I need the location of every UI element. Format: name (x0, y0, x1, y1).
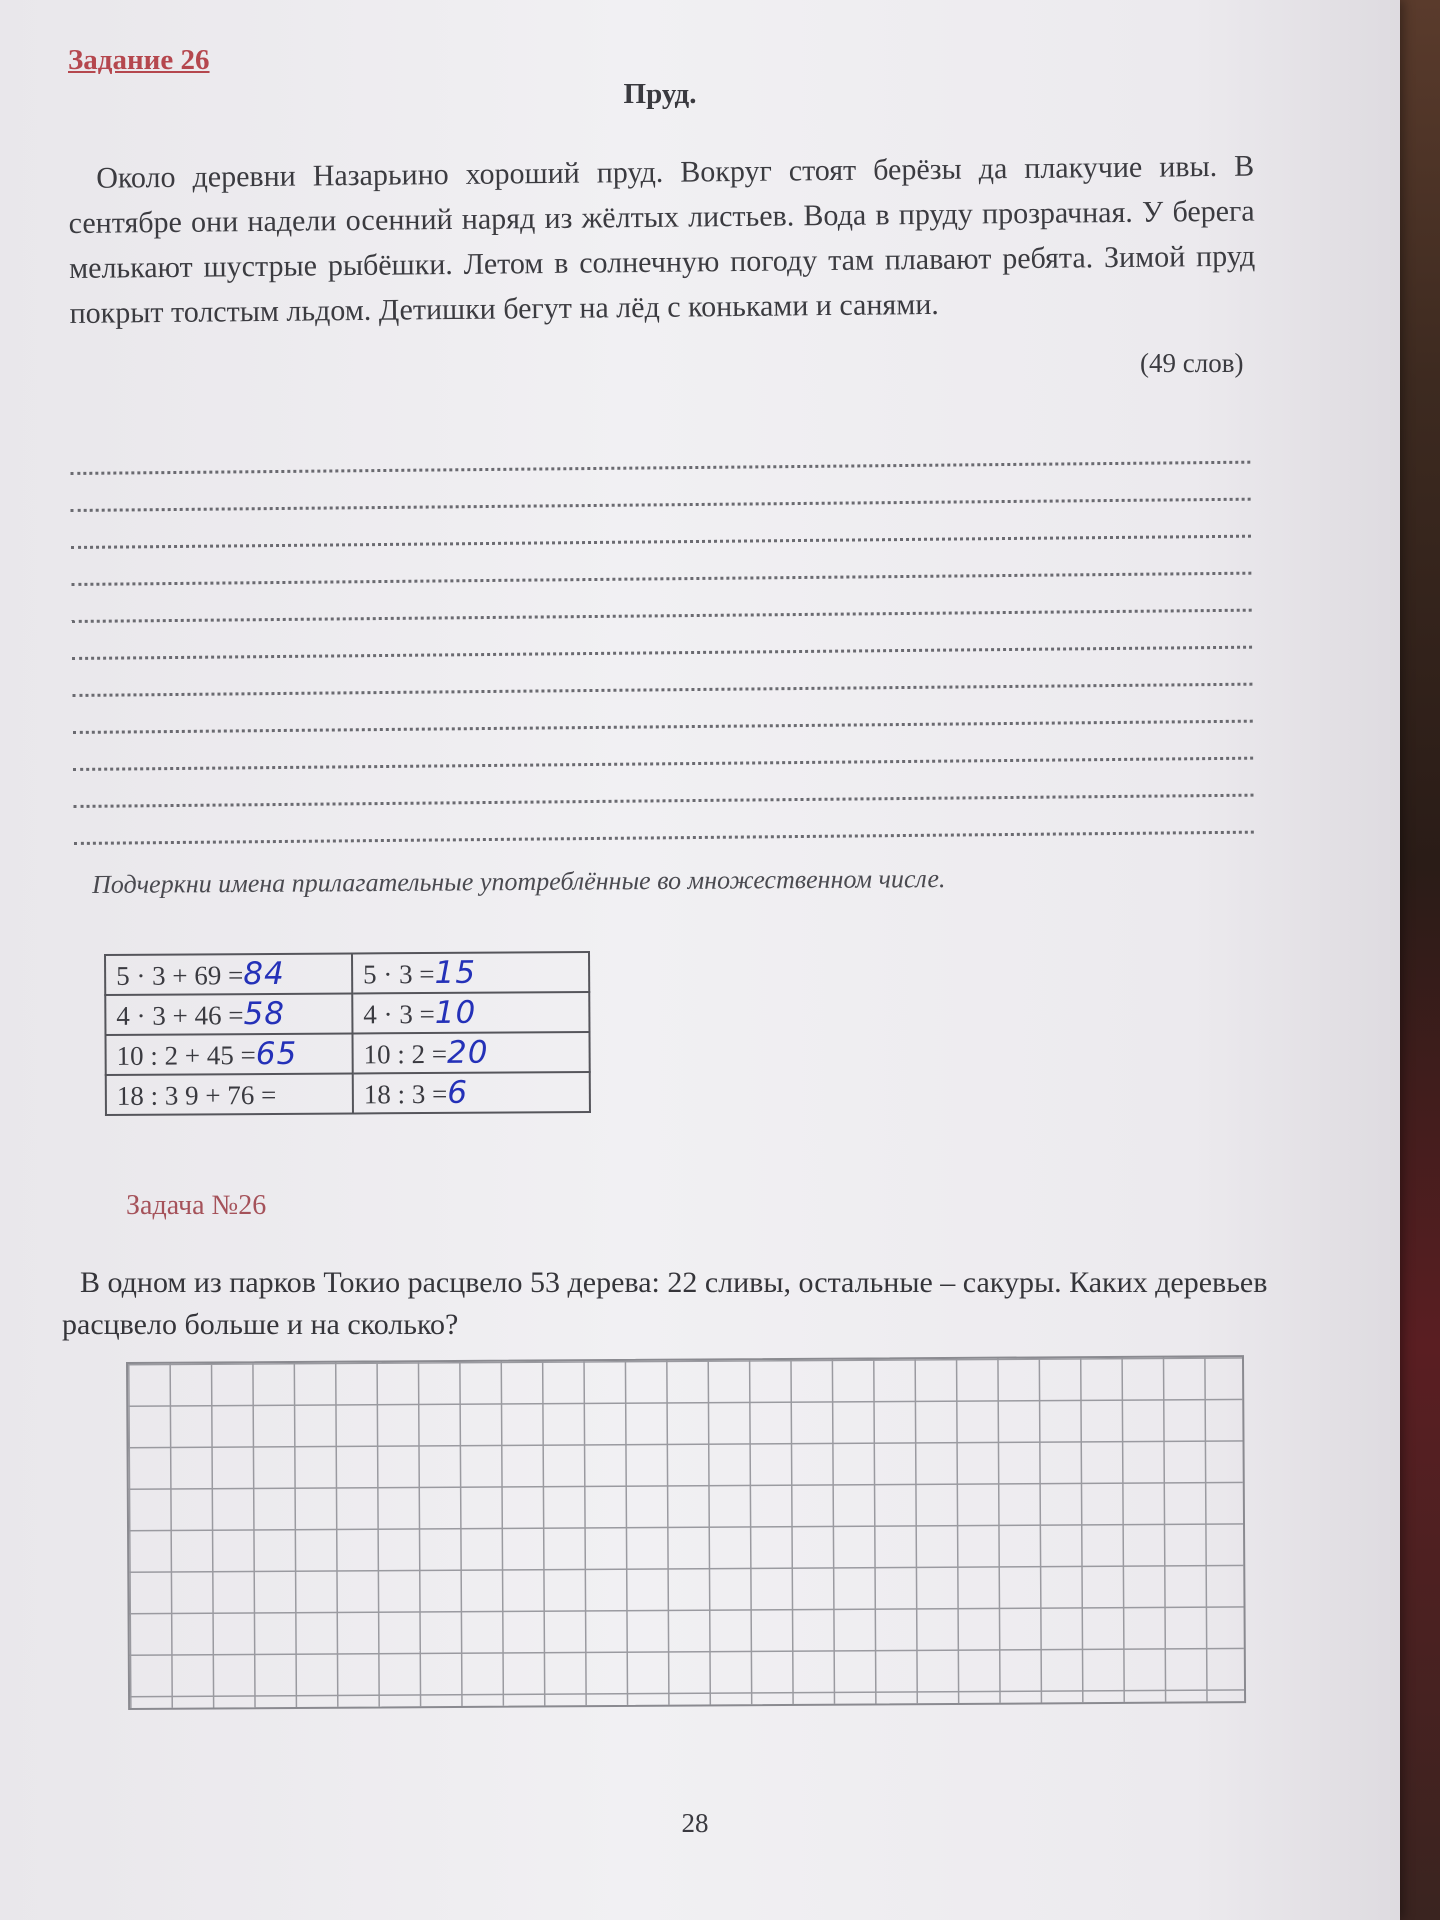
handwritten-answer: 84 (243, 955, 285, 993)
handwritten-answer: 15 (434, 954, 477, 991)
expression-cell (106, 1073, 353, 1115)
task-label: Задание 26 (68, 44, 210, 76)
expression-text: 18 : 3 9 + 76 = (116, 1079, 277, 1111)
handwritten-answer: 20 (446, 1034, 489, 1071)
problem-text: В одном из парков Токио расцвело 53 дерева: 22 сливы, остальные – сакуры. Каких деревьев расцвело больше и на сколько? (62, 1266, 1268, 1341)
expression-text: 4 · 3 + 46 = (116, 1000, 244, 1031)
dictation-passage: Около деревни Назарьино хороший пруд. Вокруг стоят берёзы да плакучие ивы. В сентябре они надели осенний наряд из жёлтых листьев. Вода в пруду прозрачная. У берега мелькают шустрые рыбёшки. Летом в солнечную погоду там плавают ребята. Зимой пруд покрыт толстым льдом. Детишки бегут на лёд с коньками и санями. (68, 149, 1256, 330)
calculation-table (104, 951, 591, 1116)
expression-cell (105, 993, 352, 1035)
answer-grid[interactable] (126, 1355, 1246, 1710)
expression-text: 18 : 3 = (363, 1078, 448, 1110)
handwritten-answer: 65 (255, 1035, 298, 1073)
table-row (106, 1072, 590, 1115)
expression-text: 5 · 3 = (363, 958, 435, 990)
grammar-instruction: Подчеркни имена прилагательные употреблённые во множественном числе. (92, 864, 946, 899)
handwritten-answer: 10 (434, 994, 477, 1031)
expression-cell (352, 992, 589, 1033)
expression-cell (105, 1033, 352, 1075)
table-row (105, 992, 589, 1035)
expression-cell (353, 1072, 590, 1113)
word-count: (49 слов) (1140, 348, 1244, 378)
expression-text: 4 · 3 = (363, 998, 435, 1030)
expression-cell (105, 953, 352, 995)
writing-lines (70, 427, 1254, 845)
expression-cell (352, 1032, 589, 1073)
handwritten-answer: 6 (447, 1074, 469, 1111)
expression-text: 10 : 2 + 45 = (116, 1040, 256, 1071)
expression-text: 10 : 2 = (363, 1038, 448, 1070)
expression-text: 5 · 3 + 69 = (116, 960, 244, 991)
handwritten-answer: 58 (243, 995, 286, 1033)
passage-title: Пруд. (623, 78, 697, 110)
table-row (105, 952, 589, 995)
problem-label: Задача №26 (126, 1190, 267, 1221)
table-row (105, 1032, 589, 1075)
page-number: 28 (681, 1808, 709, 1838)
expression-cell (352, 952, 589, 993)
